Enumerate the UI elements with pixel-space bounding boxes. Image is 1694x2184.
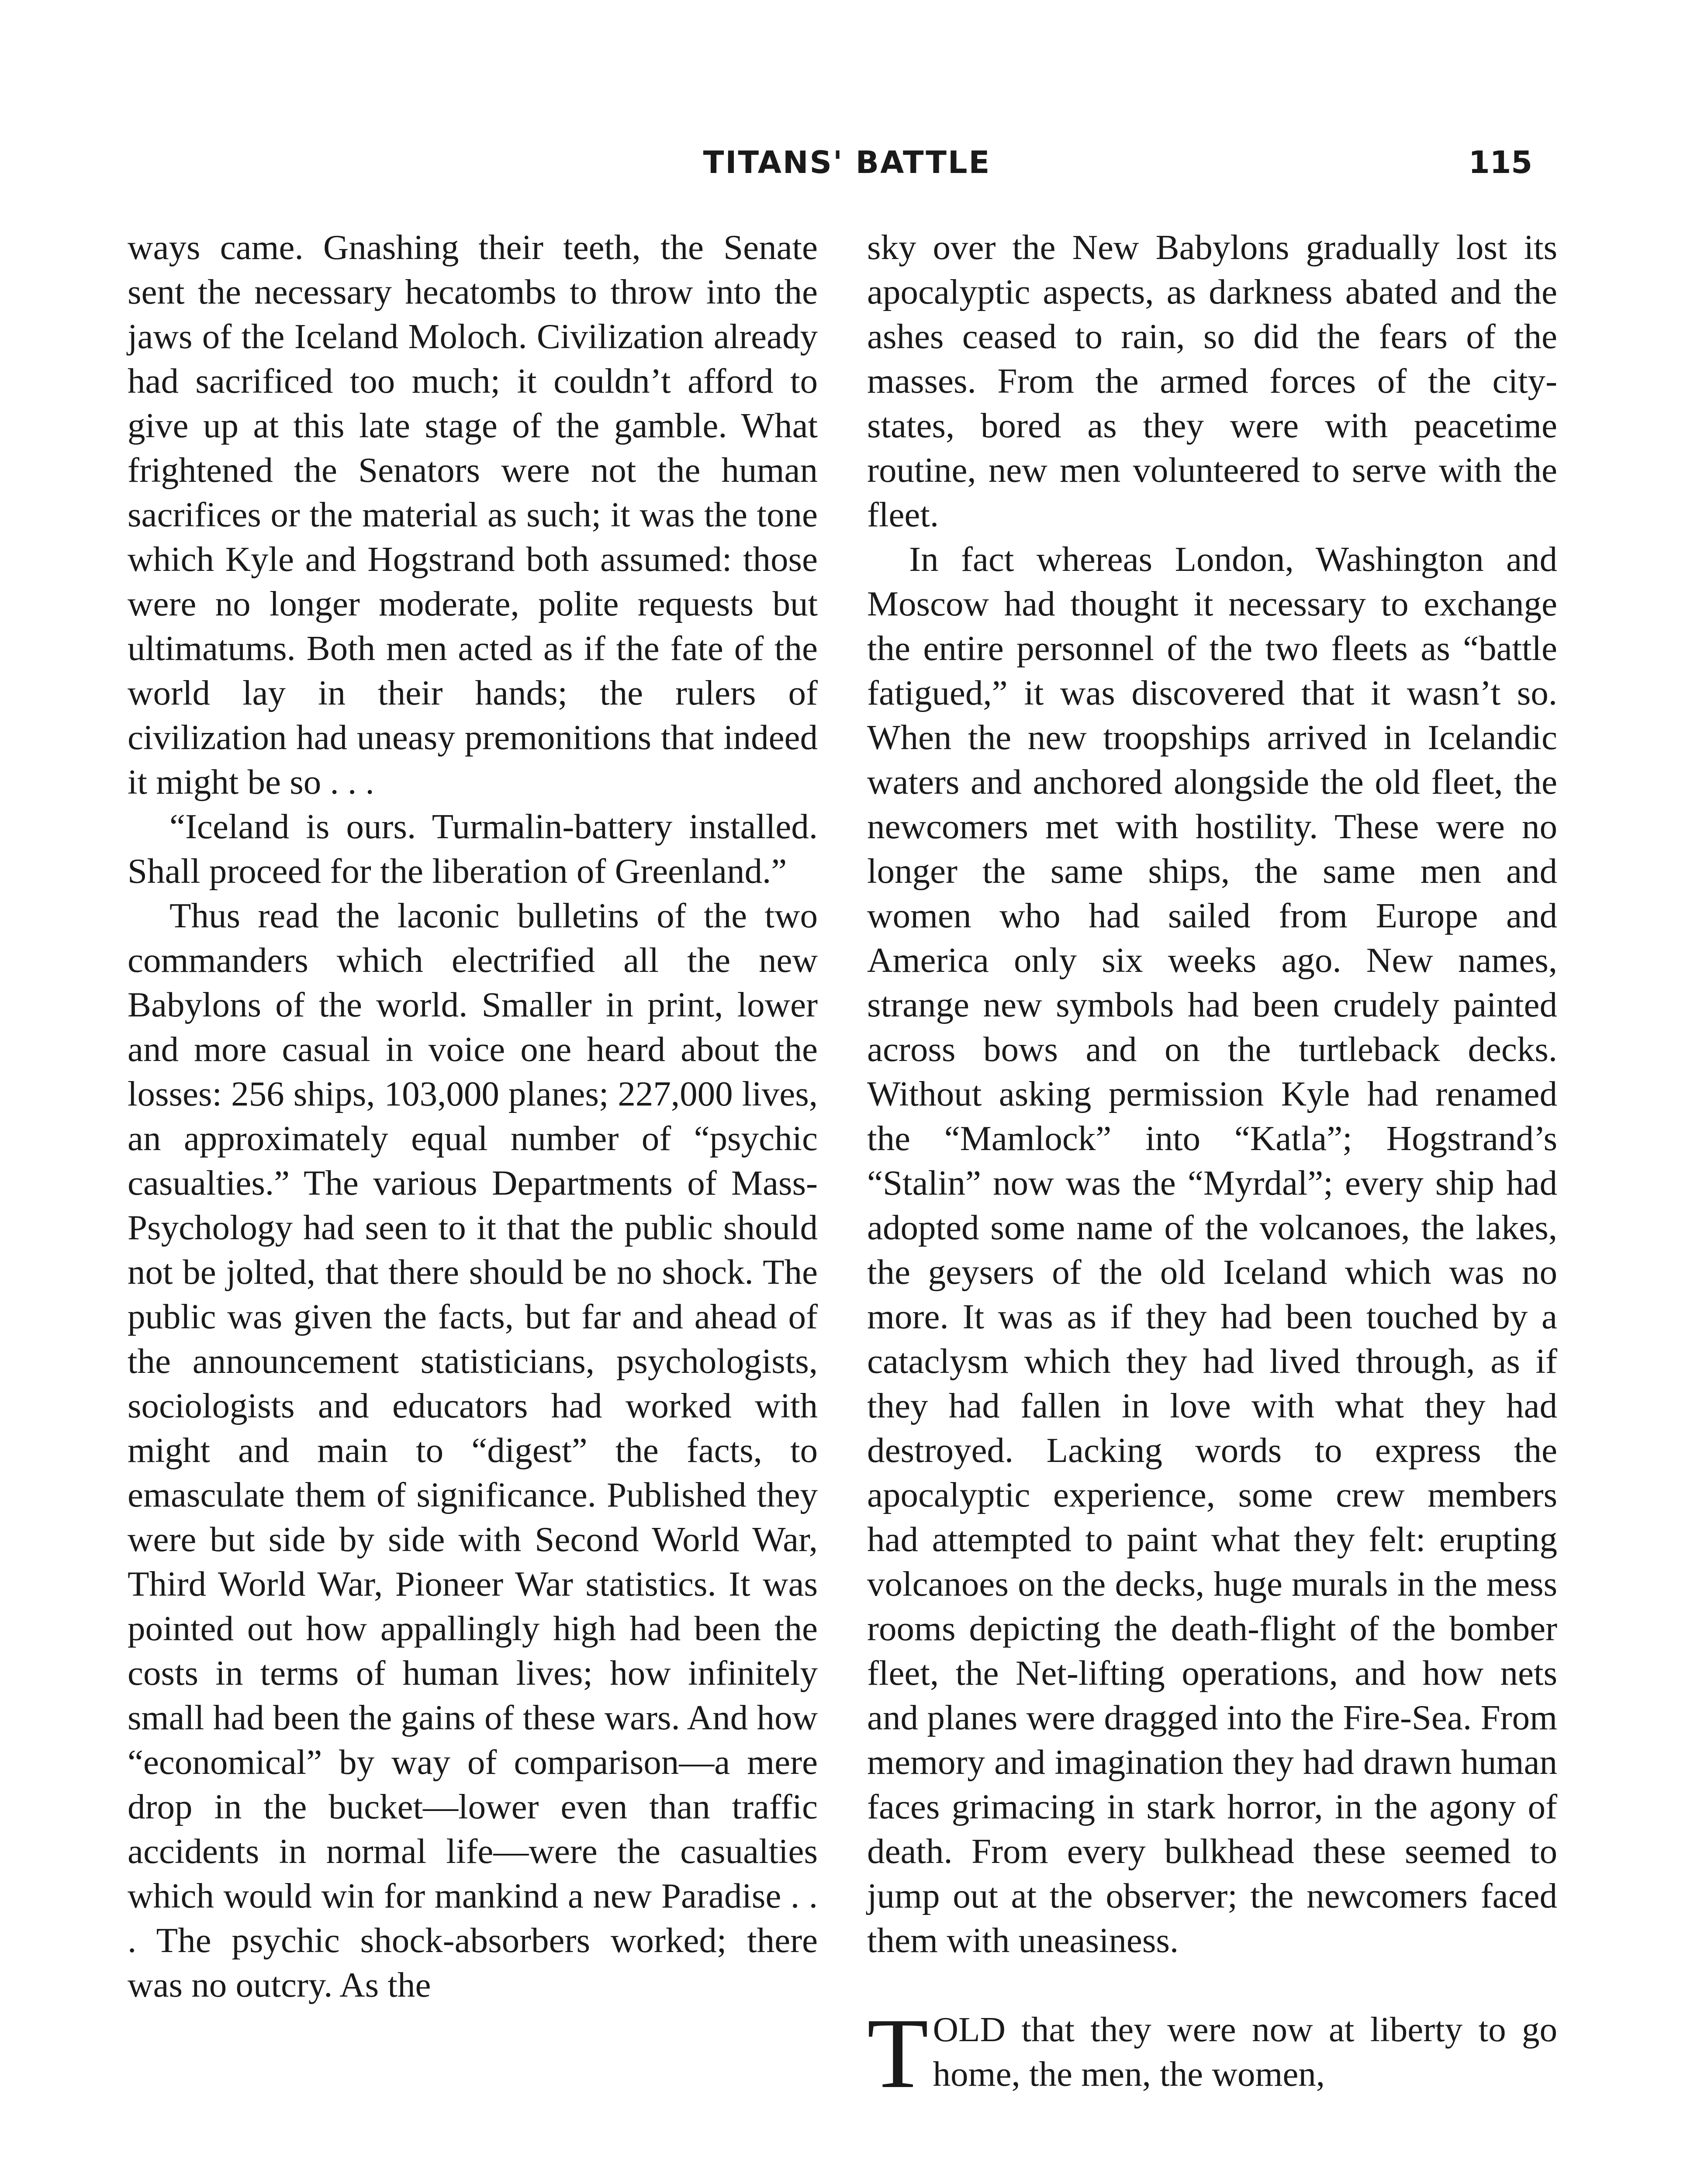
paragraph: ways came. Gnashing their teeth, the Senate sent the necessary hecatombs to throw into the jaws of the Iceland Moloch. Civilization already had sacrificed too much; it couldn’t afford to give up at this late stage of the gamble. What frightened the Senators were not the human sacrifices or the material as such; it was the tone which Kyle and Hogstrand both assumed: those were no longer moderate, polite requests but ultimatums. Both men acted as if the fate of the world lay in their hands; the rulers of civilization had uneasy premonitions that indeed it might be so . . . xyxy=(128,228,818,802)
running-title: TITANS' BATTLE xyxy=(703,145,991,180)
drop-cap: T xyxy=(867,1997,929,2109)
paragraph: “Iceland is ours. Turmalin-battery installed. Shall proceed for the liberation of Greenland.” xyxy=(128,807,818,891)
paragraph: Thus read the laconic bulletins of the two commanders which electrified all the new Babylons of the world. Smaller in print, lower and more casual in voice one heard about the losses: 256 ships, 103,000 planes; 227,000 lives, an approximately equal number of “psychic casualties.” The various Departments of Mass-Psychology had seen to it that the public should not be jolted, that there should be no shock. The public was given the facts, but far and ahead of the announcement statisticians, psychologists, sociologists and educators had worked with might and main to “digest” the facts, to emasculate them of significance. Published they were but side by side with Second World War, Third World War, Pioneer War statistics. It was pointed out how appallingly high had been the costs in terms of human lives; how infinitely small had been the gains of these wars. And how “economical” by way of comparison—a mere drop in the bucket—lower even than traffic accidents in normal life—were the casualties which would win for mankind a new Paradise . . . The psychic shock-absorbers worked; there was no outcry. As the xyxy=(128,896,818,2004)
left-column xyxy=(128,225,818,2007)
right-column xyxy=(867,225,1557,2109)
page-number: 115 xyxy=(1468,145,1532,180)
paragraph: In fact whereas London, Washington and Moscow had thought it necessary to exchange the entire personnel of the two fleets as “battle fatigued,” it was discovered that it wasn’t so. When the new troopships arrived in Icelandic waters and anchored alongside the old fleet, the newcomers met with hostility. These were no longer the same ships, the same men and women who had sailed from Europe and America only six weeks ago. New names, strange new symbols had been crudely painted across bows and on the turtleback decks. Without asking permission Kyle had renamed the “Mamlock” into “Katla”; Hogstrand’s “Stalin” now was the “Myrdal”; every ship had adopted some name of the volcanoes, the lakes, the geysers of the old Iceland which was no more. It was as if they had been touched by a cataclysm which they had lived through, as if they had fallen in love with what they had destroyed. Lacking words to express the apocalyptic experience, some crew members had attempted to paint what they felt: erupting volcanoes on the decks, huge murals in the mess rooms depicting the death-flight of the bomber fleet, the Net-lifting operations, and how nets and planes were dragged into the Fire-Sea. From memory and imagination they had drawn human faces grimacing in stark horror, in the agony of death. From every bulkhead these seemed to jump out at the observer; the newcomers faced them with uneasiness. xyxy=(867,539,1557,1960)
paragraph-text: that they were now at liberty to go home, the men, the women, xyxy=(933,2010,1557,2094)
small-caps-lead: OLD xyxy=(933,2010,1006,2049)
running-head xyxy=(0,141,1694,184)
paragraph: sky over the New Babylons gradually lost its apocalyptic aspects, as darkness abated and the ashes ceased to rain, so did the fears of the masses. From the armed forces of the city-states, bored as they were with peacetime routine, new men volunteered to serve with the fleet. xyxy=(867,228,1557,534)
section-opening-paragraph xyxy=(867,1997,1557,2109)
